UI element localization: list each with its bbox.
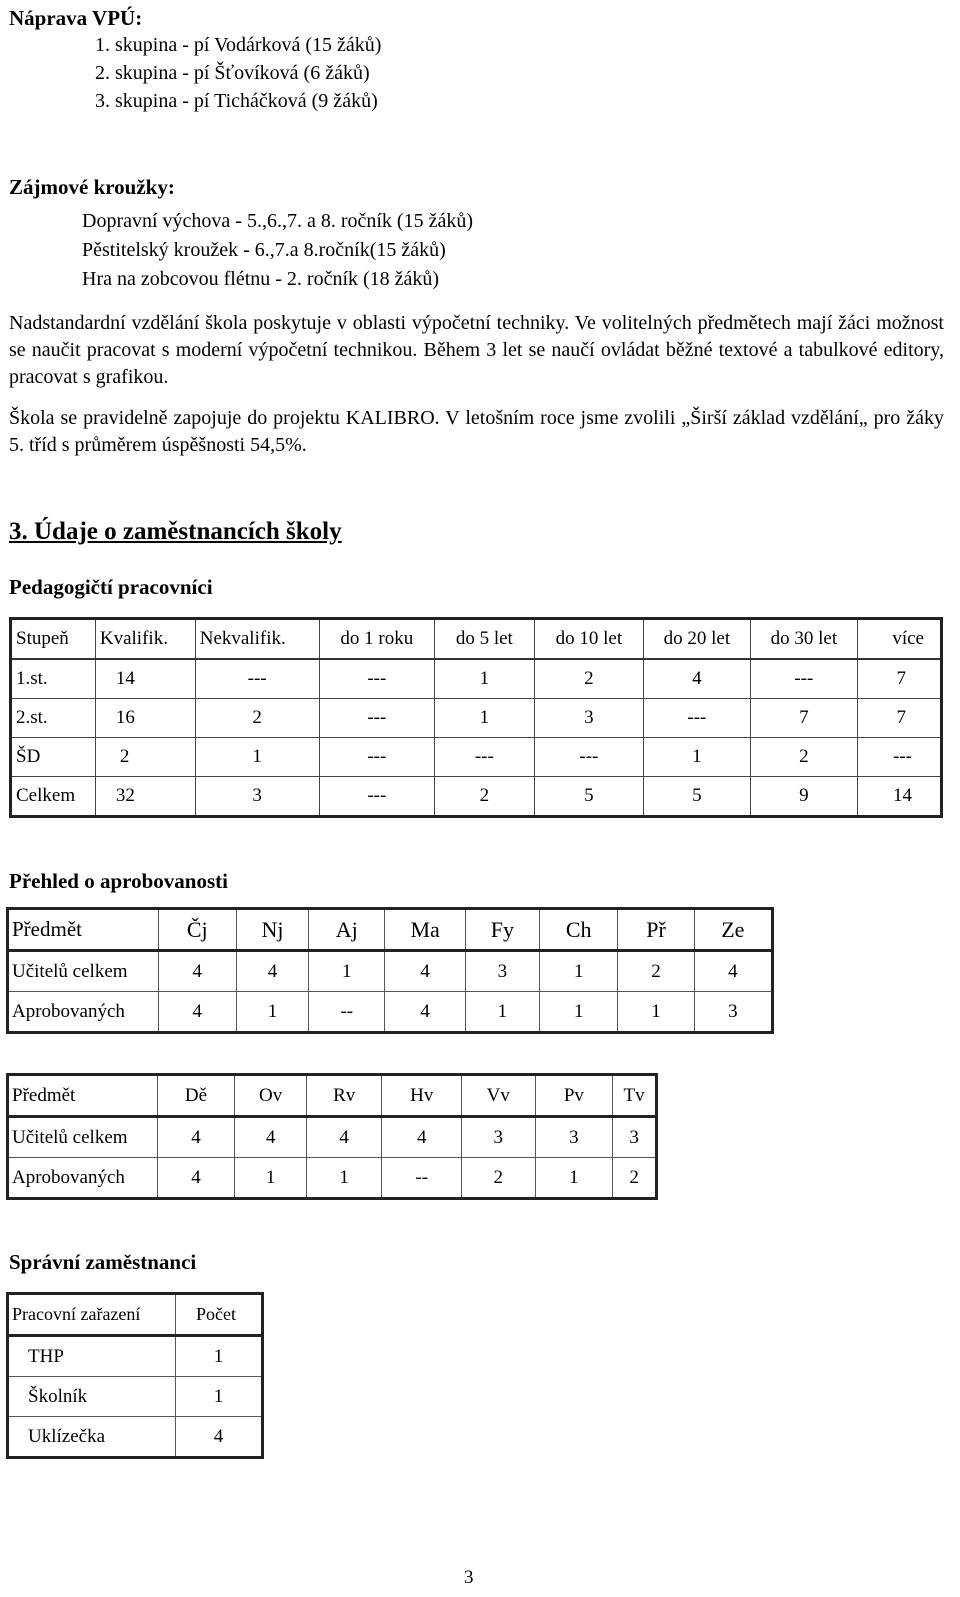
table-row (11, 699, 942, 738)
table-cell: 14 (95, 659, 195, 699)
vpu-heading: Náprava VPÚ: (9, 6, 143, 30)
table-cell: --- (534, 738, 643, 777)
admin-table (6, 1292, 264, 1459)
aprob-heading: Přehled o aprobovanosti (9, 869, 228, 893)
table-cell: 4 (175, 1417, 262, 1458)
table-cell: 1 (435, 699, 535, 738)
table-cell: 3 (195, 777, 319, 817)
table-header-cell: do 5 let (435, 619, 535, 660)
table-cell: 2 (195, 699, 319, 738)
table-header-cell: Hv (382, 1075, 462, 1117)
table-cell: --- (195, 659, 319, 699)
table-cell: 1 (435, 659, 535, 699)
table-cell: 2 (462, 1158, 536, 1199)
table-cell: 1 (535, 1158, 613, 1199)
table-header-cell: Pv (535, 1075, 613, 1117)
table-header-row (8, 1294, 263, 1336)
table-cell: 2.st. (11, 699, 96, 738)
table-cell: ŠD (11, 738, 96, 777)
table-cell: 3 (534, 699, 643, 738)
table-cell: Školník (8, 1377, 176, 1417)
table-cell: 3 (462, 1117, 536, 1158)
table-cell: Celkem (11, 777, 96, 817)
table-cell: 1 (236, 992, 308, 1033)
table-cell: 1 (306, 1158, 382, 1199)
table-cell: 4 (235, 1117, 307, 1158)
table-cell: 5 (644, 777, 751, 817)
table-header-row (11, 619, 942, 660)
table-header-cell: Tv (613, 1075, 657, 1117)
table-header-cell: Nj (236, 909, 308, 951)
table-cell: 32 (95, 777, 195, 817)
table-cell: 4 (157, 1158, 235, 1199)
table-header-cell: Počet (175, 1294, 262, 1336)
vpu-item: 3. skupina - pí Ticháčková (9 žáků) (95, 90, 378, 112)
table-cell: 3 (465, 951, 539, 992)
table-cell: 2 (613, 1158, 657, 1199)
table-cell: 4 (158, 992, 236, 1033)
table-header-cell: Ov (235, 1075, 307, 1117)
table-cell: Aprobovaných (8, 1158, 158, 1199)
table-header-cell: Kvalifik. (95, 619, 195, 660)
table-cell: 1 (465, 992, 539, 1033)
table-row (8, 951, 773, 992)
table-cell: 1 (618, 992, 694, 1033)
clubs-heading: Zájmové kroužky: (9, 175, 175, 199)
table-header-cell: do 10 let (534, 619, 643, 660)
table-cell: -- (382, 1158, 462, 1199)
table-cell: 2 (750, 738, 858, 777)
table-cell: 4 (694, 951, 772, 992)
table-cell: 4 (158, 951, 236, 992)
table-cell: 16 (95, 699, 195, 738)
table-header-cell: Nekvalifik. (195, 619, 319, 660)
table-cell: 4 (644, 659, 751, 699)
table-cell: 1 (175, 1336, 262, 1377)
table-cell: Učitelů celkem (8, 951, 159, 992)
table-cell: 2 (534, 659, 643, 699)
table-cell: --- (319, 659, 435, 699)
table-cell: 7 (750, 699, 858, 738)
paragraph-kalibro: Škola se pravidelně zapojuje do projektu KALIBRO. V letošním roce jsme zvolili „Širší základ vzdělání„ pro žáky 5. tříd s průměrem úspěšnosti 54,5%. (9, 407, 944, 456)
staff-table (9, 617, 943, 818)
table-row (11, 659, 942, 699)
table-header-cell: Předmět (8, 1075, 158, 1117)
table-cell: 1 (235, 1158, 307, 1199)
table-row (8, 992, 773, 1033)
table-cell: 1 (309, 951, 385, 992)
table-cell: 2 (618, 951, 694, 992)
table-cell: 4 (236, 951, 308, 992)
table-cell: --- (435, 738, 535, 777)
table-cell: 1 (540, 951, 618, 992)
table-cell: --- (644, 699, 751, 738)
table-header-row (8, 909, 773, 951)
table-cell: THP (8, 1336, 176, 1377)
table-cell: 1 (175, 1377, 262, 1417)
aprob-table-1 (6, 907, 774, 1034)
table-header-cell: Ze (694, 909, 772, 951)
aprob-table-2 (6, 1073, 658, 1200)
table-header-cell: Čj (158, 909, 236, 951)
table-header-cell: do 30 let (750, 619, 858, 660)
table-header-cell: Pracovní zařazení (8, 1294, 176, 1336)
table-cell: --- (319, 699, 435, 738)
table-row (8, 1117, 657, 1158)
table-header-row (8, 1075, 657, 1117)
table-cell: Učitelů celkem (8, 1117, 158, 1158)
admin-heading: Správní zaměstnanci (9, 1250, 197, 1274)
table-cell: 4 (157, 1117, 235, 1158)
table-cell: 9 (750, 777, 858, 817)
table-row (8, 1377, 263, 1417)
table-header-cell: do 20 let (644, 619, 751, 660)
club-item: Hra na zobcovou flétnu - 2. ročník (18 žáků) (82, 268, 440, 290)
table-cell: 4 (385, 992, 465, 1033)
table-cell: Aprobovaných (8, 992, 159, 1033)
page-number: 3 (464, 1567, 474, 1588)
table-cell: 3 (535, 1117, 613, 1158)
table-header-cell: více (858, 619, 942, 660)
pedagog-heading: Pedagogičtí pracovníci (9, 575, 213, 599)
table-header-cell: Fy (465, 909, 539, 951)
table-cell: 5 (534, 777, 643, 817)
table-cell: 4 (382, 1117, 462, 1158)
table-header-cell: Aj (309, 909, 385, 951)
section-title: 3. Údaje o zaměstnancích školy (9, 518, 342, 545)
paragraph-it: Nadstandardní vzdělání škola poskytuje v oblasti výpočetní techniky. Ve volitelných předmětech mají žáci možnost se naučit pracovat s moderní výpočetní technikou. Během 3 let se naučí ovládat běžné textové a tabulkové editory, pracovat s grafikou. (9, 312, 944, 388)
club-item: Dopravní výchova - 5.,6.,7. a 8. ročník (15 žáků) (82, 210, 473, 232)
table-cell: --- (858, 738, 942, 777)
table-header-cell: Stupeň (11, 619, 96, 660)
table-header-cell: Vv (462, 1075, 536, 1117)
vpu-item: 1. skupina - pí Vodárková (15 žáků) (95, 34, 382, 56)
table-header-cell: Předmět (8, 909, 159, 951)
table-row (8, 1336, 263, 1377)
table-cell: 7 (858, 699, 942, 738)
club-item: Pěstitelský kroužek - 6.,7.a 8.ročník(15 žáků) (82, 239, 446, 261)
table-cell: 4 (306, 1117, 382, 1158)
table-cell: 3 (694, 992, 772, 1033)
table-header-cell: Ch (540, 909, 618, 951)
table-cell: --- (750, 659, 858, 699)
table-cell: Uklízečka (8, 1417, 176, 1458)
table-cell: --- (319, 777, 435, 817)
table-cell: 2 (95, 738, 195, 777)
table-cell: 1.st. (11, 659, 96, 699)
table-header-cell: Dě (157, 1075, 235, 1117)
table-header-cell: do 1 roku (319, 619, 435, 660)
table-cell: 14 (858, 777, 942, 817)
table-row (8, 1158, 657, 1199)
table-cell: 3 (613, 1117, 657, 1158)
table-cell: 1 (540, 992, 618, 1033)
table-cell: -- (309, 992, 385, 1033)
table-cell: 7 (858, 659, 942, 699)
table-row (11, 777, 942, 817)
table-cell: 4 (385, 951, 465, 992)
table-header-cell: Př (618, 909, 694, 951)
table-cell: 2 (435, 777, 535, 817)
table-cell: 1 (195, 738, 319, 777)
table-header-cell: Rv (306, 1075, 382, 1117)
vpu-item: 2. skupina - pí Šťovíková (6 žáků) (95, 62, 370, 84)
table-header-cell: Ma (385, 909, 465, 951)
table-row (8, 1417, 263, 1458)
table-row (11, 738, 942, 777)
table-cell: 1 (644, 738, 751, 777)
table-cell: --- (319, 738, 435, 777)
